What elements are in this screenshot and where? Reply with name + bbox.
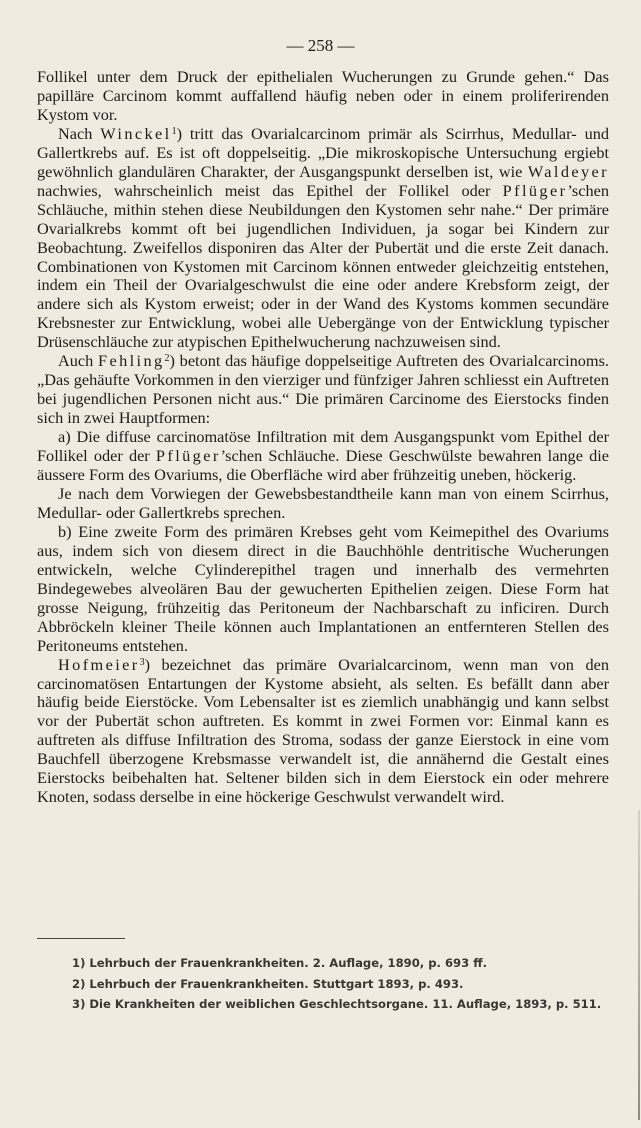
footnote: 2) Lehrbuch der Frauenkrankheiten. Stuttgart 1893, p. 493. bbox=[72, 976, 464, 991]
text-run: Auch bbox=[58, 351, 98, 371]
author-name: Pflüger bbox=[502, 180, 568, 200]
text-run: ) tritt das Ovarialcarcinom primär als Scirrhus, Medullar- und Gallertkrebs auf. Es ist oft doppelseitig. „Die mikroskopische Untersuchung ergiebt gewöhnlich glandulären Charakter, der Ausgangspunkt derselben ist, wie bbox=[37, 123, 610, 181]
paragraph bbox=[37, 68, 609, 125]
footnote-rule bbox=[37, 938, 125, 939]
author-name: Waldeyer bbox=[527, 161, 609, 181]
body-text bbox=[37, 68, 609, 807]
text-run: b) Eine zweite Form des primären Krebses geht vom Keimepithel des Ovariums aus, indem sich von diesem direct in die Bauchhöhle dentritische Wucherungen entwickeln, welche Cylinderepithel tragen und innerhalb des vermehrten Bindegewebes alveolären Bau der gewucherten Epithelien zeigen. Diese Form hat grosse Neigung, frühzeitig das Peritoneum der Nachbarschaft zu inficiren. Durch Abbröckeln kleiner Theile können auch Implantationen an entfernteren Stellen des Peritoneums entstehen. bbox=[37, 521, 609, 655]
paragraph bbox=[37, 656, 609, 808]
text-run: ) bezeichnet das primäre Ovarialcarcinom, wenn man von den carcinomatösen Entartungen der Kystome absieht, als selten. Es befällt dann aber häufig beide Eierstöcke. Vom Lebensalter ist es ziemlich unabhängig und kann selbst vor der Pubertät schon auftreten. Es kommt in zwei Formen vor: Einmal kann es auftreten als diffuse Infiltration des Stroma, sodass der ganze Eierstock in eine vom Bauchfell überzogene Krebsmasse verwandelt ist, die annähernd die Gestalt eines Eierstocks beibehalten hat. Seltener bilden sich in dem Eierstock ein oder mehrere Knoten, sodass derselbe in eine höckerige Geschwulst verwandelt wird. bbox=[37, 654, 609, 807]
text-run: nachwies, wahrscheinlich meist das Epithel der Follikel oder bbox=[37, 180, 503, 200]
author-name: Hofmeier bbox=[58, 654, 140, 674]
page-edge-shadow bbox=[638, 810, 640, 1120]
author-name: Fehling bbox=[97, 351, 165, 371]
paragraph bbox=[37, 428, 609, 485]
text-run: Follikel unter dem Druck der epithelialen Wucherungen zu Grunde gehen.“ Das papilläre Carcinom kommt auffallend häufig neben oder in einem proliferirenden Kystom vor. bbox=[37, 67, 609, 124]
page-number: — 258 — bbox=[286, 36, 355, 55]
footnotes bbox=[72, 953, 617, 1015]
paragraph bbox=[37, 125, 609, 352]
paragraph bbox=[37, 352, 609, 428]
paragraph bbox=[37, 523, 609, 656]
text-run: ) betont das häufige doppelseitige Auftreten des Ovarialcarcinoms. „Das gehäufte Vorkommen in den vierziger und fünfziger Jahren schliesst ein Auftreten bei jugendlichen Personen nicht aus.“ Die primären Carcinome des Eierstocks finden sich in zwei Hauptformen: bbox=[37, 351, 609, 428]
footnote-marker: 2 bbox=[164, 353, 170, 365]
author-name: Pflüger bbox=[155, 446, 221, 466]
text-run: ’schen Schläuche. Diese Geschwülste bewahren lange die äussere Form des Ovariums, die Oberfläche wird aber frühzeitig uneben, höckerig. bbox=[37, 446, 609, 485]
text-run: Je nach dem Vorwiegen der Gewebsbestandtheile kann man von einem Scirrhus, Medullar- oder Gallertkrebs sprechen. bbox=[37, 483, 609, 522]
footnote: 3) Die Krankheiten der weiblichen Geschlechtsorgane. 11. Auflage, 1893, p. 511. bbox=[72, 997, 602, 1011]
footnote-marker: 1 bbox=[171, 125, 177, 137]
paragraph bbox=[37, 485, 609, 523]
footnote: 1) Lehrbuch der Frauenkrankheiten. 2. Auflage, 1890, p. 693 ff. bbox=[72, 956, 487, 970]
text-run: Nach bbox=[58, 123, 101, 143]
text-run: a) Die diffuse carcinomatöse Infiltration mit dem Ausgangspunkt vom Epithel der Follikel oder der bbox=[37, 427, 609, 466]
text-run: ’schen Schläuche, mithin stehen diese Neubildungen den Kystomen sehr nahe.“ Der primäre Ovarialkrebs kommt oft bei jugendlichen Individuen, ja sogar bei Kindern zur Beobachtung. Zweifellos disponiren das Alter der Pubertät und die erste Zeit danach. Combinationen von Kystomen mit Carcinom können entweder gleichzeitig entstehen, indem ein Theil der Ovarialgeschwulst die eine oder andere Krebsform zeigt, der andere sich als Kystom erweist; oder in der Wand des Kystoms kommen secundäre Krebsnester zur Entwicklung, wobei alle Uebergänge von der Entwicklung typischer Drüsenschläuche zur atypischen Epithelwucherung nachzuweisen sind. bbox=[37, 180, 609, 352]
footnote-marker: 3 bbox=[139, 656, 145, 668]
author-name: Winckel bbox=[100, 123, 172, 143]
